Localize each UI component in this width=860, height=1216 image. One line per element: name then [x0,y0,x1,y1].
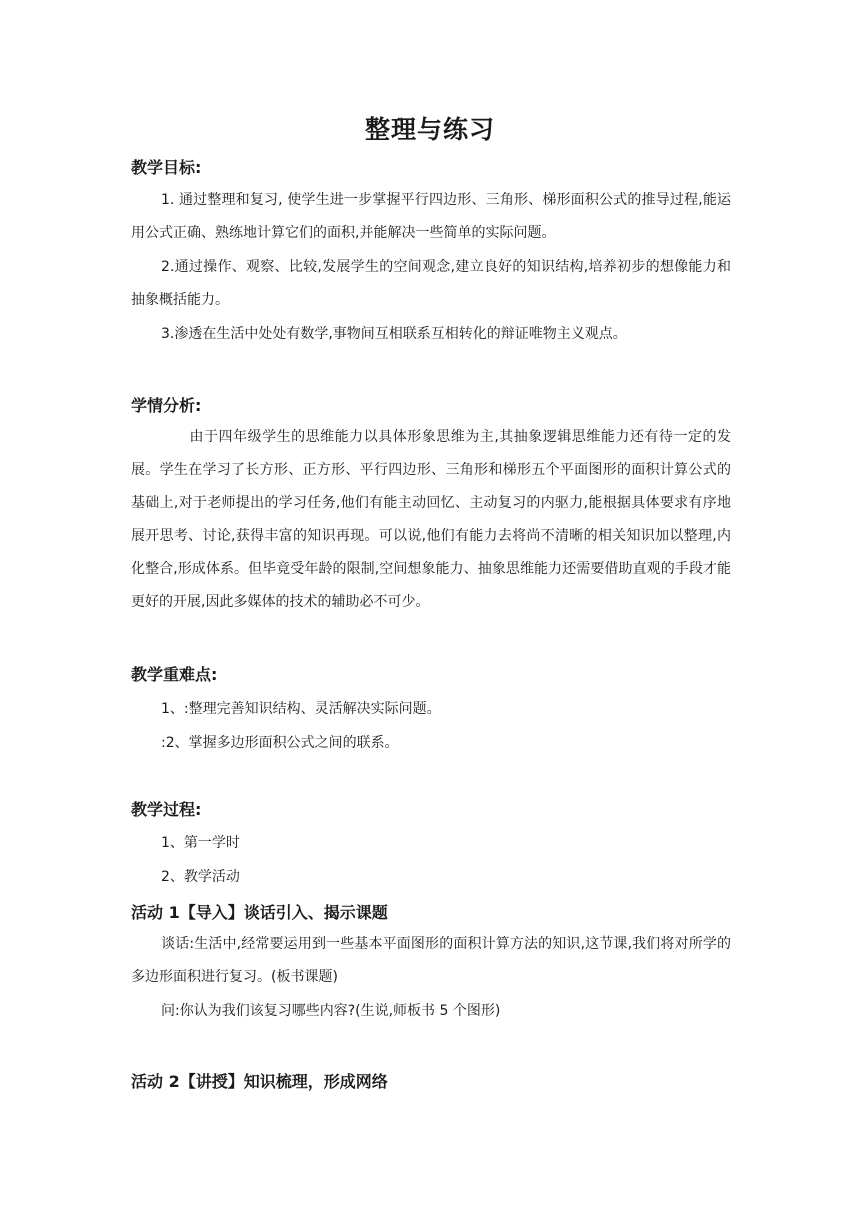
keypoint-1: 1、:整理完善知识结构、灵活解决实际问题。 [161,701,441,717]
process-heading: 教学过程: [131,800,202,819]
activity1-heading: 活动 1【导入】谈话引入、揭示课题 [131,903,388,922]
objective-1: 1. 通过整理和复习, 使学生进一步掌握平行四边形、三角形、梯形面积公式的推导过程,能运用公式正确、熟练地计算它们的面积,并能解决一些简单的实际问题。 [131,192,731,241]
activity1-paragraph-1: 谈话:生活中,经常要运用到一些基本平面图形的面积计算方法的知识,这节课,我们将对所学的多边形面积进行复习。(板书课题) [131,936,731,985]
objective-2: 2.通过操作、观察、比较,发展学生的空间观念,建立良好的知识结构,培养初步的想像能力和抽象概括能力。 [131,259,731,308]
process-item-2: 2、教学活动 [161,869,240,885]
analysis-heading: 学情分析: [131,396,202,415]
document-title: 整理与练习 [364,115,495,144]
activity1-paragraph-2: 问:你认为我们该复习哪些内容?(生说,师板书 5 个图形) [161,1003,501,1019]
objective-3: 3.渗透在生活中处处有数学,事物间互相联系互相转化的辩证唯物主义观点。 [161,326,627,342]
process-item-1: 1、第一学时 [161,835,240,851]
keypoints-heading: 教学重难点: [131,665,218,684]
objectives-heading: 教学目标: [131,158,202,177]
activity2-heading: 活动 2【讲授】知识梳理，形成网络 [131,1072,388,1091]
analysis-paragraph: 由于四年级学生的思维能力以具体形象思维为主,其抽象逻辑思维能力还有待一定的发展。学生在学习了长方形、正方形、平行四边形、三角形和梯形五个平面图形的面积计算公式的基础上,对于老师提出的学习任务,他们有能主动回忆、主动复习的内驱力,能根据具体要求有序地展开思考、讨论,获得丰富的知识再现。可以说,他们有能力去将尚不清晰的相关知识加以整理,内化整合,形成体系。但毕竟受年龄的限制,空间想象能力、抽象思维能力还需要借助直观的手段才能更好的开展,因此多媒体的技术的辅助必不可少。 [131,429,731,610]
keypoint-2: :2、掌握多边形面积公式之间的联系。 [161,735,399,751]
